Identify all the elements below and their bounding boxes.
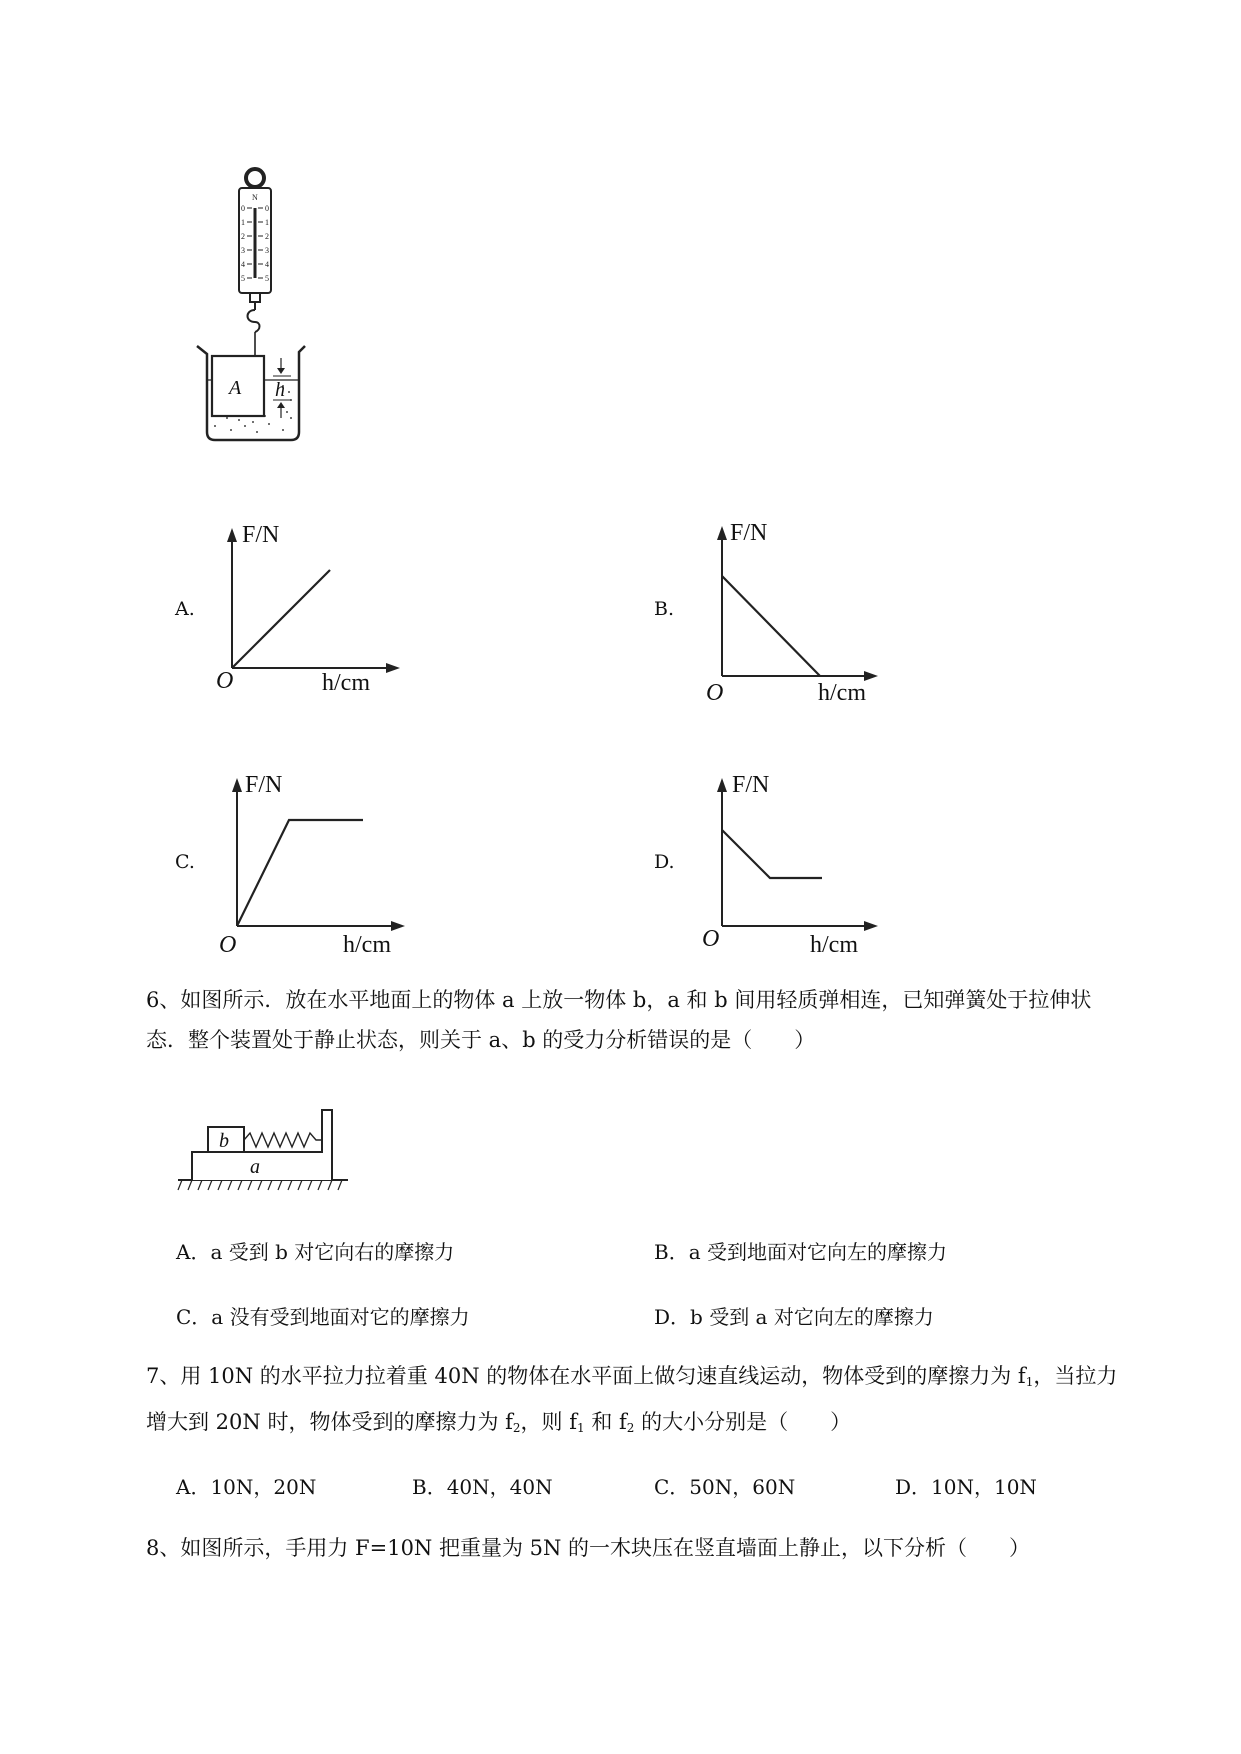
question-6-option-c: C．a 没有受到地面对它的摩擦力 [176,1305,470,1329]
question-7-option-b: B．40N，40N [412,1475,553,1499]
question-6-line-2: 态．整个装置处于静止状态，则关于 a、b 的受力分析错误的是（ ） [146,1028,816,1052]
option-a-label: A. [175,598,195,620]
question-7-option-a: A．10N，20N [176,1475,317,1499]
scale-mark: 2 [241,232,245,241]
question-8-text [146,1528,1156,1568]
question-6-option-a: A．a 受到 b 对它向右的摩擦力 [176,1240,455,1264]
scale-mark: 1 [265,218,269,227]
option-c-label: C. [175,851,195,873]
origin-label: O [706,680,724,706]
scale-mark: 2 [265,232,269,241]
spring-scale-figure [195,160,345,445]
question-7-line-1: 7、用 10N 的水平拉力拉着重 40N 的物体在水平面上做匀速直线运动，物体受到的摩擦力为 $f_1$，当拉力 [146,1364,1118,1389]
scale-mark: 5 [241,274,245,283]
scale-mark: 3 [265,246,269,255]
option-b-label: B. [654,598,675,620]
block-a-label-spring: a [250,1156,260,1178]
question-6-option-d: D．b 受到 a 对它向左的摩擦力 [654,1305,934,1329]
scale-mark: 4 [265,260,269,269]
x-axis-label: h/cm [810,932,858,958]
y-axis-label: F/N [732,772,770,798]
question-7-option-d: D．10N，10N [895,1475,1037,1499]
y-axis-label: F/N [730,520,768,546]
question-7-option-c: C．50N，60N [654,1475,796,1499]
block-a-label: A [229,377,242,399]
scale-mark: 4 [241,260,245,269]
scale-mark: N [252,193,258,202]
scale-mark: 0 [265,204,269,213]
question-7-line-2: 增大到 20N 时，物体受到的摩擦力为 $f_2$，则 $f_1$ 和 $f_2$ 的大小分别是（ ） [146,1410,852,1435]
question-7-text [146,1356,1156,1448]
y-axis-label: F/N [245,772,283,798]
option-d-label: D. [654,851,675,873]
graph-option-c [215,768,415,958]
scale-mark: 3 [241,246,245,255]
question-6-text [146,980,1156,1060]
origin-label: O [702,926,720,952]
spring-blocks-figure [176,1100,356,1200]
x-axis-label: h/cm [818,680,866,706]
depth-h-label: h [275,379,285,401]
graph-option-d [700,768,900,958]
question-8-line-1: 8、如图所示，手用力 F=10N 把重量为 5N 的一木块压在竖直墙面上静止，以下分析（ ） [146,1536,1031,1560]
question-6-line-1: 6、如图所示．放在水平地面上的物体 a 上放一物体 b，a 和 b 间用轻质弹相连，已知弹簧处于拉伸状 [146,988,1092,1012]
origin-label: O [219,932,237,958]
scale-mark: 1 [241,218,245,227]
graph-option-a [210,518,410,698]
graph-option-b [700,516,900,706]
block-b-label: b [219,1130,229,1152]
x-axis-label: h/cm [343,932,391,958]
scale-mark: 5 [265,274,269,283]
origin-label: O [216,668,234,694]
y-axis-label: F/N [242,522,280,548]
question-6-option-b: B．a 受到地面对它向左的摩擦力 [654,1240,947,1264]
x-axis-label: h/cm [322,670,370,696]
scale-mark: 0 [241,204,245,213]
